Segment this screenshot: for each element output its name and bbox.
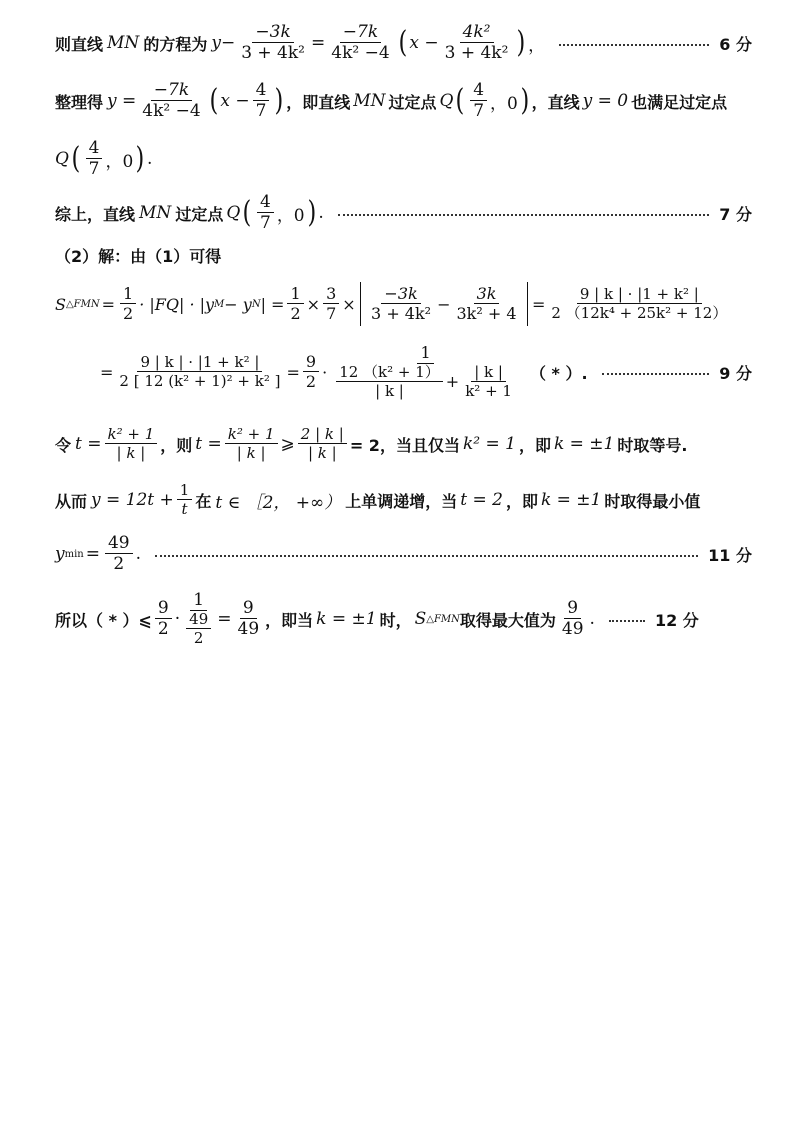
text: 过定点 [175,204,224,224]
fraction: $\frac{\text{k² + 1}}{| k |}$ [225,426,278,462]
text: 整理得 [55,92,104,112]
leader-dots [602,373,710,375]
text: Q [439,91,454,111]
leader-dots [155,555,698,557]
score-label: 9 分 [719,363,752,383]
text: y [211,33,221,53]
text: ，即直线 [286,92,351,112]
text: S [55,294,66,314]
fraction: $\frac{-3k}{\text{3 + 4k²}}$ [241,21,305,64]
text: Q [55,149,69,169]
fraction: $\frac{\text{4k²}}{\text{3 + 4k²}}$ [444,21,509,64]
score-label: 6 分 [719,34,752,54]
fraction: $\frac{3k}{\text{3k² + 4}}$ [456,283,517,324]
score-label: 12 分 [654,610,699,630]
line-min-value: y min = $\frac{49}{2}$ . 11 分 [55,532,752,575]
leader-dots [559,44,709,46]
text: （2）解：由（1）可得 [55,246,222,266]
fraction: $\frac{3}{7}$ [323,285,339,324]
text: MN [107,33,140,53]
fraction: $\frac{4}{7}$ [253,81,270,122]
line-mn-equation: 则直线 MN 的方程为 y − $\frac{-3k}{\text{3 + 4k²}}$ = $\frac{-7k}{\text{4k² −4}}$ ( x − $\frac{\text{4k²}}{\text{3 + 4k²}}$ ) ， 6 分 [55,21,752,64]
text: x − [409,33,439,53]
fraction: $\frac{1}{2}$ [120,285,136,324]
text: MN [353,91,386,111]
text: . [147,149,153,169]
fraction: $\frac{\text{k² + 1}}{| k |}$ [105,426,158,462]
line-substitution: 令 t = $\frac{\text{k² + 1}}{| k |}$ ，则 t = $\frac{\text{k² + 1}}{| k |}$ ⩾ $\frac{2 | k |}{| k |}$ = 2，当且仅当 k² = 1 ，即 k = ±1 时取等号. [55,424,688,463]
fraction: $\frac{9}{2}$ [155,599,172,640]
text: . [318,203,324,223]
fraction: $\frac{4}{7}$ [86,139,103,180]
text: 则直线 [55,34,104,54]
leader-dots [609,620,645,622]
fraction: $\frac{2 | k |}{| k |}$ [298,426,347,462]
fraction: $\frac{-7k}{\text{4k² −4}}$ [142,79,201,122]
fraction: $\frac{4}{7}$ [257,193,274,234]
fraction: 1 $\frac{\text{12 （k² + 1）}}{| k |}$ + $\frac{| k |}{\text{k² + 1}}$ [330,344,521,400]
line-simplify: 整理得 y = $\frac{-7k}{\text{4k² −4}}$ ( x − $\frac{4}{7}$ ) ，即直线 MN 过定点 Q ( $\frac{4}{7}$ ，0 ) ，直线 y = 0 也满足过定点 [55,79,728,122]
score-label: 11 分 [708,545,752,565]
line-monotonic: 从而 y = 12t + $\frac{1}{t}$ 在 t ∈ ［2， +∞） 上单调递增，当 t = 2 ，即 k = ±1 时取得最小值 [55,480,701,519]
fraction: $\frac{9}{49}$ [561,597,584,640]
fraction: $\frac{-3k}{\text{3 + 4k²}}$ [371,283,432,324]
fraction: $\frac{9}{2}$ [303,353,319,392]
text: ，0 [105,151,134,172]
line-conclusion-1: 综上，直线 MN 过定点 Q ( $\frac{4}{7}$ ，0 ) . 7 分 [55,191,752,234]
text: Q [226,203,241,223]
fraction: $\frac{1}{t}$ [177,482,193,518]
fraction: $\frac{\text{9 | k | · |1 + k² |}}{\text{2 （12k⁴ + 25k² + 12）}}$ [551,284,728,323]
line-part2-heading [55,240,752,270]
score-label: 7 分 [719,204,752,224]
text: 综上，直线 [55,204,136,224]
text: y = [107,91,137,111]
text: x − [220,91,250,111]
text: 过定点 [388,92,437,112]
fraction: $\frac{49}{2}$ [105,534,133,575]
line-area-simplified: = $\frac{\text{9 | k | · |1 + k² |}}{\text{2 [ 12 (k² + 1)² + k² ]}}$ = $\frac{9}{2}$ · 1 $\frac{\text{12 （k² + 1）}}{| k |}$ + $\frac{| k |}{\text{k² + 1}}$ （ * ）. 9 分 [100,343,752,400]
text: ，直线 [531,92,580,112]
leader-dots [338,214,710,216]
fraction: $\frac{\text{9 | k | · |1 + k² |}}{\text{2 [ 12 (k² + 1)² + k² ]}}$ [119,352,281,391]
line-area-formula: S △FMN = $\frac{1}{2}$ · |FQ| · |y M − y N | = $\frac{1}{2}$ × $\frac{3}{7}$ × $\frac{-3k}{\text{3 + 4k²}}$ − $\frac{3k}{\text{3k² + 4}}$ = $\frac{\text{9 | k | · |1 + k² |}}{\text{2 （12k⁴ + 25k² + 12）}}$ [55,276,752,332]
fraction: $\frac{4}{7}$ [470,81,487,122]
text: MN [139,203,172,223]
fraction: $\frac{1}{2}$ [287,285,303,324]
fraction: $\frac{9}{49}$ [237,597,260,640]
line-fixed-point: Q ( $\frac{4}{7}$ ，0 ) . [55,137,153,180]
line-conclusion-2: 所以（ * ）⩽ $\frac{9}{2}$ · $\frac{1}{\frac{49}{2}}$ = $\frac{9}{49}$ ，即当 k = ±1 时， S △FMN 取得最大值为 $\frac{9}{49}$ . 12 分 [55,589,699,648]
fraction: $\frac{-7k}{\text{4k² −4}}$ [331,21,390,64]
text: y = 0 [582,91,629,111]
text: ， [528,35,546,56]
fraction: $\frac{1}{\frac{49}{2}}$ [183,591,214,648]
text: 的方程为 [143,34,208,54]
text: 也满足过定点 [631,92,728,112]
text: ，0 [490,93,518,114]
text: ，0 [276,205,305,226]
